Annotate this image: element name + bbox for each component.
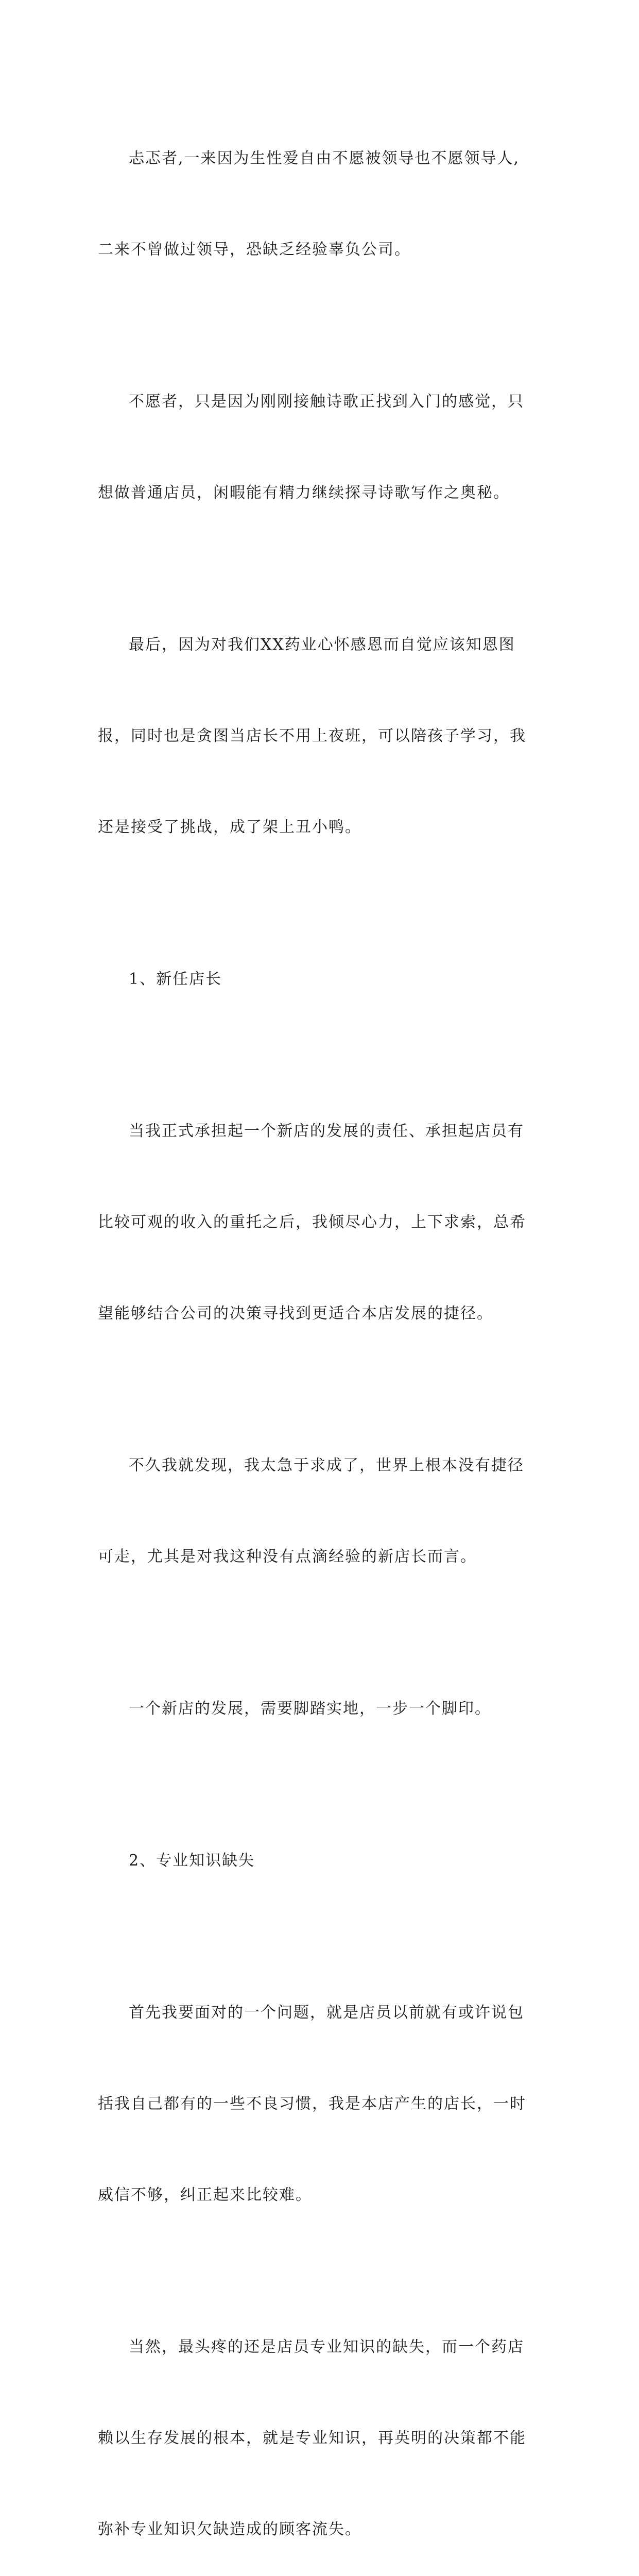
paragraph-line: 当我正式承担起一个新店的发展的责任、承担起店员有 [129,1122,524,1140]
section-heading-2 [98,1785,561,1937]
paragraph-line: 不久我就发现，我太急于求成了，世界上根本没有捷径 [129,1456,524,1475]
paragraph-line: 威信不够，纠正起来比较难。 [98,2186,312,2204]
paragraph-line: 不愿者，只是因为刚刚接触诗歌正找到入门的感觉，只 [129,393,524,411]
paragraph-10 [98,2271,561,2576]
section-heading-1 [98,903,561,1055]
paragraph-3 [98,569,561,903]
paragraph-5 [98,1055,561,1389]
paragraph-line: 括我自己都有的一些不良习惯，我是本店产生的店长，一时 [98,2095,526,2113]
paragraph-line: 二来不曾做过领导，恐缺乏经验辜负公司。 [98,241,411,259]
paragraph-line: 一个新店的发展，需要脚踏实地，一步一个脚印。 [129,1700,491,1718]
paragraph-line: 比较可观的收入的重托之后，我倾尽心力，上下求索，总希 [98,1213,526,1231]
paragraph-line: 报，同时也是贪图当店长不用上夜班，可以陪孩子学习，我 [98,727,526,745]
paragraph-line: 望能够结合公司的决策寻找到更适合本店发展的捷径。 [98,1304,493,1323]
section-heading-text: 1、新任店长 [129,970,222,988]
paragraph-line: 赖以生存发展的根本，就是专业知识，再英明的决策都不能 [98,2429,526,2447]
paragraph-6 [98,1389,561,1633]
paragraph-1 [98,82,561,326]
paragraph-line: 还是接受了挑战，成了架上丑小鸭。 [98,818,361,836]
section-heading-text: 2、专业知识缺失 [129,1852,255,1870]
paragraph-7 [98,1633,561,1785]
paragraph-line: 最后，因为对我们XX药业心怀感恩而自觉应该知恩图 [129,636,515,654]
paragraph-9 [98,1937,561,2271]
paragraph-line: 首先我要面对的一个问题，就是店员以前就有或许说包 [129,2004,524,2022]
paragraph-line: 忐忑者,一来因为生性爱自由不愿被领导也不愿领导人, [129,149,520,167]
document-body [98,82,561,2576]
paragraph-2 [98,326,561,569]
paragraph-line: 想做普通店员，闲暇能有精力继续探寻诗歌写作之奥秘。 [98,484,510,502]
paragraph-line: 弥补专业知识欠缺造成的顾客流失。 [98,2520,361,2538]
paragraph-line: 可走，尤其是对我这种没有点滴经验的新店长而言。 [98,1548,477,1566]
paragraph-line: 当然，最头疼的还是店员专业知识的缺失，而一个药店 [129,2338,524,2356]
